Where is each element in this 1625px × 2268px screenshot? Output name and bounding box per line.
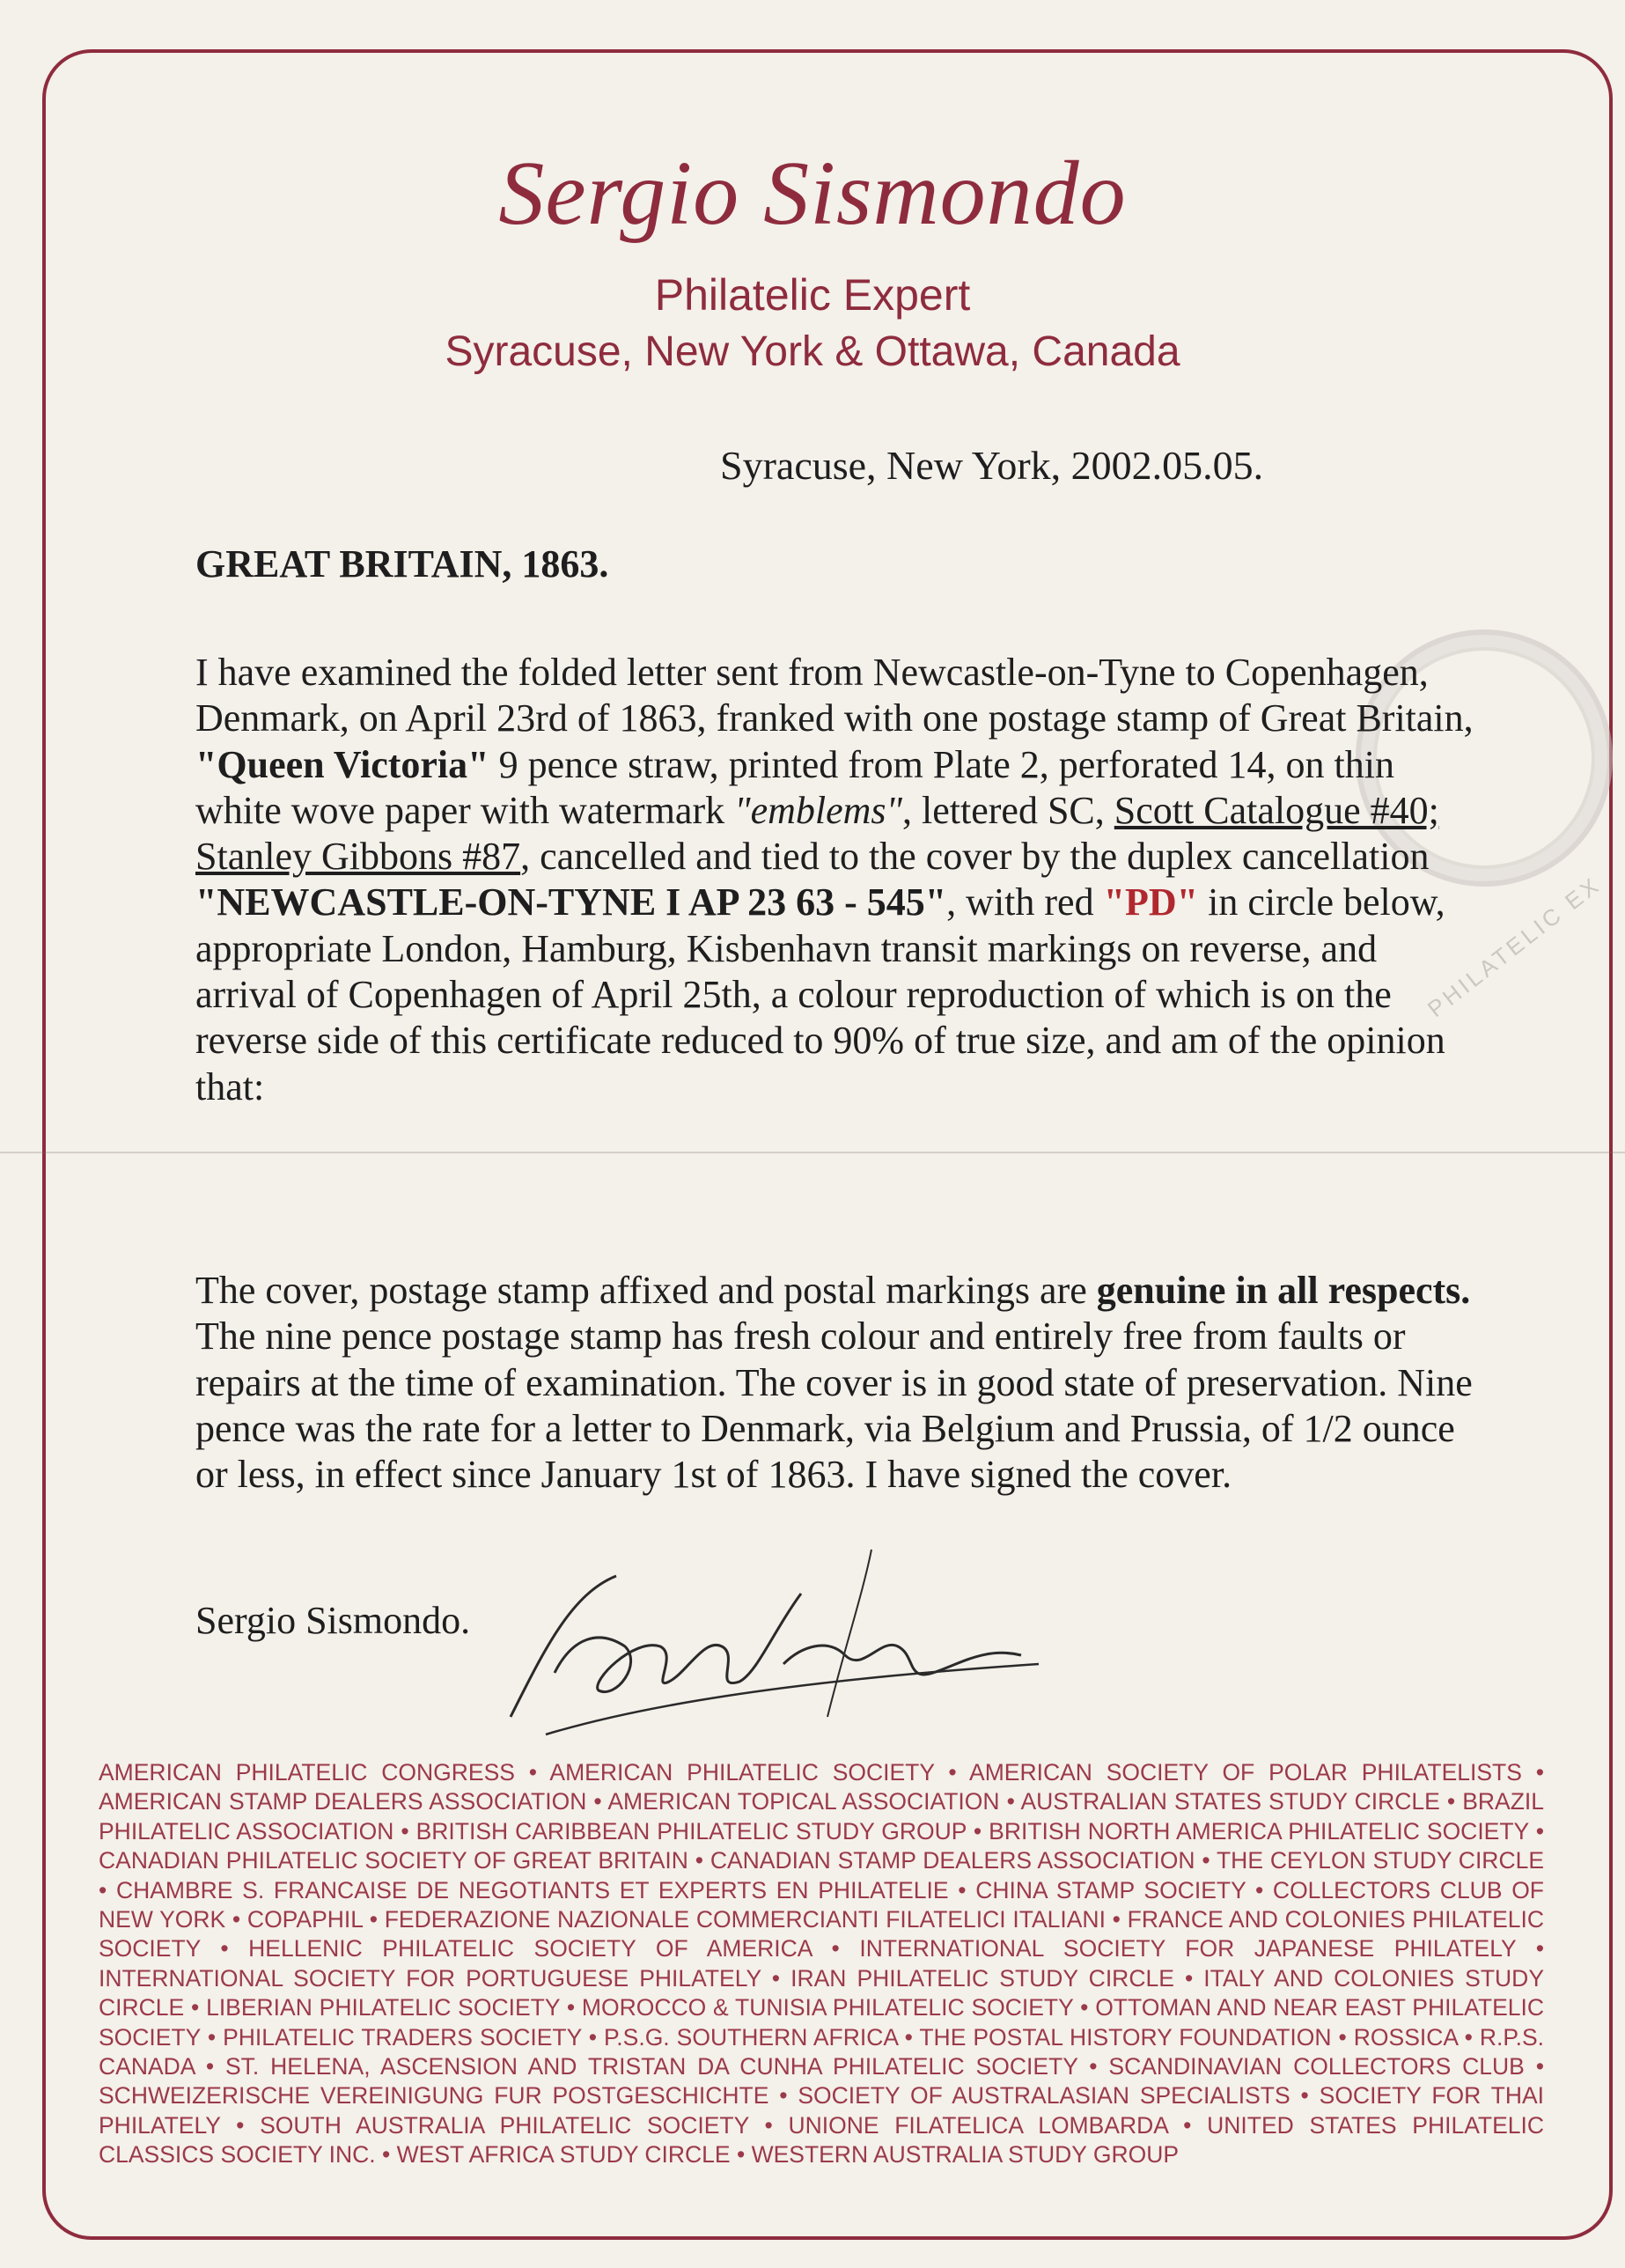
- catalogue-reference: Scott Catalogue #40; Stanley Gibbons #87: [195, 788, 1439, 879]
- text-run: in circle below, appropriate London, Hamburg, Kisbenhavn transit markings on reverse, and arrival of Copenhagen of April 25th, a colour reproduction of which is on the reverse side of this certificate reduced to 90% of true size, and am of the opinion that:: [195, 880, 1445, 1108]
- opinion-paragraph: [195, 1268, 1481, 1498]
- embossed-seal-text: PHILATELIC EX: [1422, 871, 1607, 1023]
- membership-list: AMERICAN PHILATELIC CONGRESS • AMERICAN PHILATELIC SOCIETY • AMERICAN SOCIETY OF POLAR PHILATELISTS • AMERICAN STAMP DEALERS ASSOCIATION • AMERICAN TOPICAL ASSOCIATION • AUSTRALIAN STATES STUDY CIRCLE • BRAZIL PHILATELIC ASSOCIATION • BRITISH CARIBBEAN PHILATELIC STUDY GROUP • BRITISH NORTH AMERICA PHILATELIC SOCIETY • CANADIAN PHILATELIC SOCIETY OF GREAT BRITAIN • CANADIAN STAMP DEALERS ASSOCIATION • THE CEYLON STUDY CIRCLE • CHAMBRE S. FRANCAISE DE NEGOTIANTS ET EXPERTS EN PHILATELIE • CHINA STAMP SOCIETY • COLLECTORS CLUB OF NEW YORK • COPAPHIL • FEDERAZIONE NAZIONALE COMMERCIANTI FILATELICI ITALIANI • FRANCE AND COLONIES PHILATELIC SOCIETY • HELLENIC PHILATELIC SOCIETY OF AMERICA • INTERNATIONAL SOCIETY FOR JAPANESE PHILATELY • INTERNATIONAL SOCIETY FOR PORTUGUESE PHILATELY • IRAN PHILATELIC STUDY CIRCLE • ITALY AND COLONIES STUDY CIRCLE • LIBERIAN PHILATELIC SOCIETY • MOROCCO & TUNISIA PHILATELIC SOCIETY • OTTOMAN AND NEAR EAST PHILATELIC SOCIETY • PHILATELIC TRADERS SOCIETY • P.S.G. SOUTHERN AFRICA • THE POSTAL HISTORY FOUNDATION • ROSSICA • R.P.S. CANADA • ST. HELENA, ASCENSION AND TRISTAN DA CUNHA PHILATELIC SOCIETY • SCANDINAVIAN COLLECTORS CLUB • SCHWEIZERISCHE VEREINIGUNG FUR POSTGESCHICHTE • SOCIETY OF AUSTRALASIAN SPECIALISTS • SOCIETY FOR THAI PHILATELY • SOUTH AUSTRALIA PHILATELIC SOCIETY • UNIONE FILATELICA LOMBARDA • UNITED STATES PHILATELIC CLASSICS SOCIETY INC. • WEST AFRICA STUDY CIRCLE • WESTERN AUSTRALIA STUDY GROUP: [99, 1759, 1544, 2169]
- examination-paragraph: [195, 650, 1481, 1110]
- handwritten-signature: [493, 1541, 1056, 1761]
- text-run: The cover, postage stamp affixed and postal markings are: [195, 1269, 1097, 1312]
- signoff-name: Sergio Sismondo.: [195, 1599, 471, 1642]
- fold-crease: [0, 1152, 1625, 1153]
- stamp-name: "Queen Victoria": [195, 742, 489, 786]
- date-line: Syracuse, New York, 2002.05.05.: [720, 443, 1264, 488]
- text-run: , cancelled and tied to the cover by the duplex cancellation: [520, 835, 1430, 879]
- text-run: 9 pence straw, printed from Plate 2, perforated 14, on thin white wove paper with watermark: [195, 742, 1394, 832]
- letterhead-name: Sergio Sismondo: [498, 143, 1127, 244]
- subject-heading: GREAT BRITAIN, 1863.: [195, 542, 609, 585]
- letterhead-title: Philatelic Expert: [654, 270, 971, 320]
- pd-marking: "PD": [1103, 880, 1199, 924]
- text-run: , with red: [946, 880, 1104, 924]
- text-run: The nine pence postage stamp has fresh colour and entirely free from faults or repairs at the time of examination. The cover is in good state of preservation. Nine pence was the rate for a letter to Denmark, via Belgium and Prussia, of 1/2 ounce or less, in effect since January 1st of 1863. I have signed the cover.: [195, 1314, 1473, 1497]
- letterhead-location: Syracuse, New York & Ottawa, Canada: [445, 328, 1180, 375]
- genuine-verdict: genuine in all respects.: [1096, 1269, 1471, 1312]
- watermark-name: "emblems": [734, 788, 903, 832]
- text-run: I have examined the folded letter sent from Newcastle-on-Tyne to Copenhagen, Denmark, on April 23rd of 1863, franked with one postage stamp of Great Britain,: [195, 651, 1474, 740]
- text-run: , lettered SC,: [902, 788, 1114, 832]
- cancellation-text: "NEWCASTLE-ON-TYNE I AP 23 63 - 545": [195, 880, 947, 924]
